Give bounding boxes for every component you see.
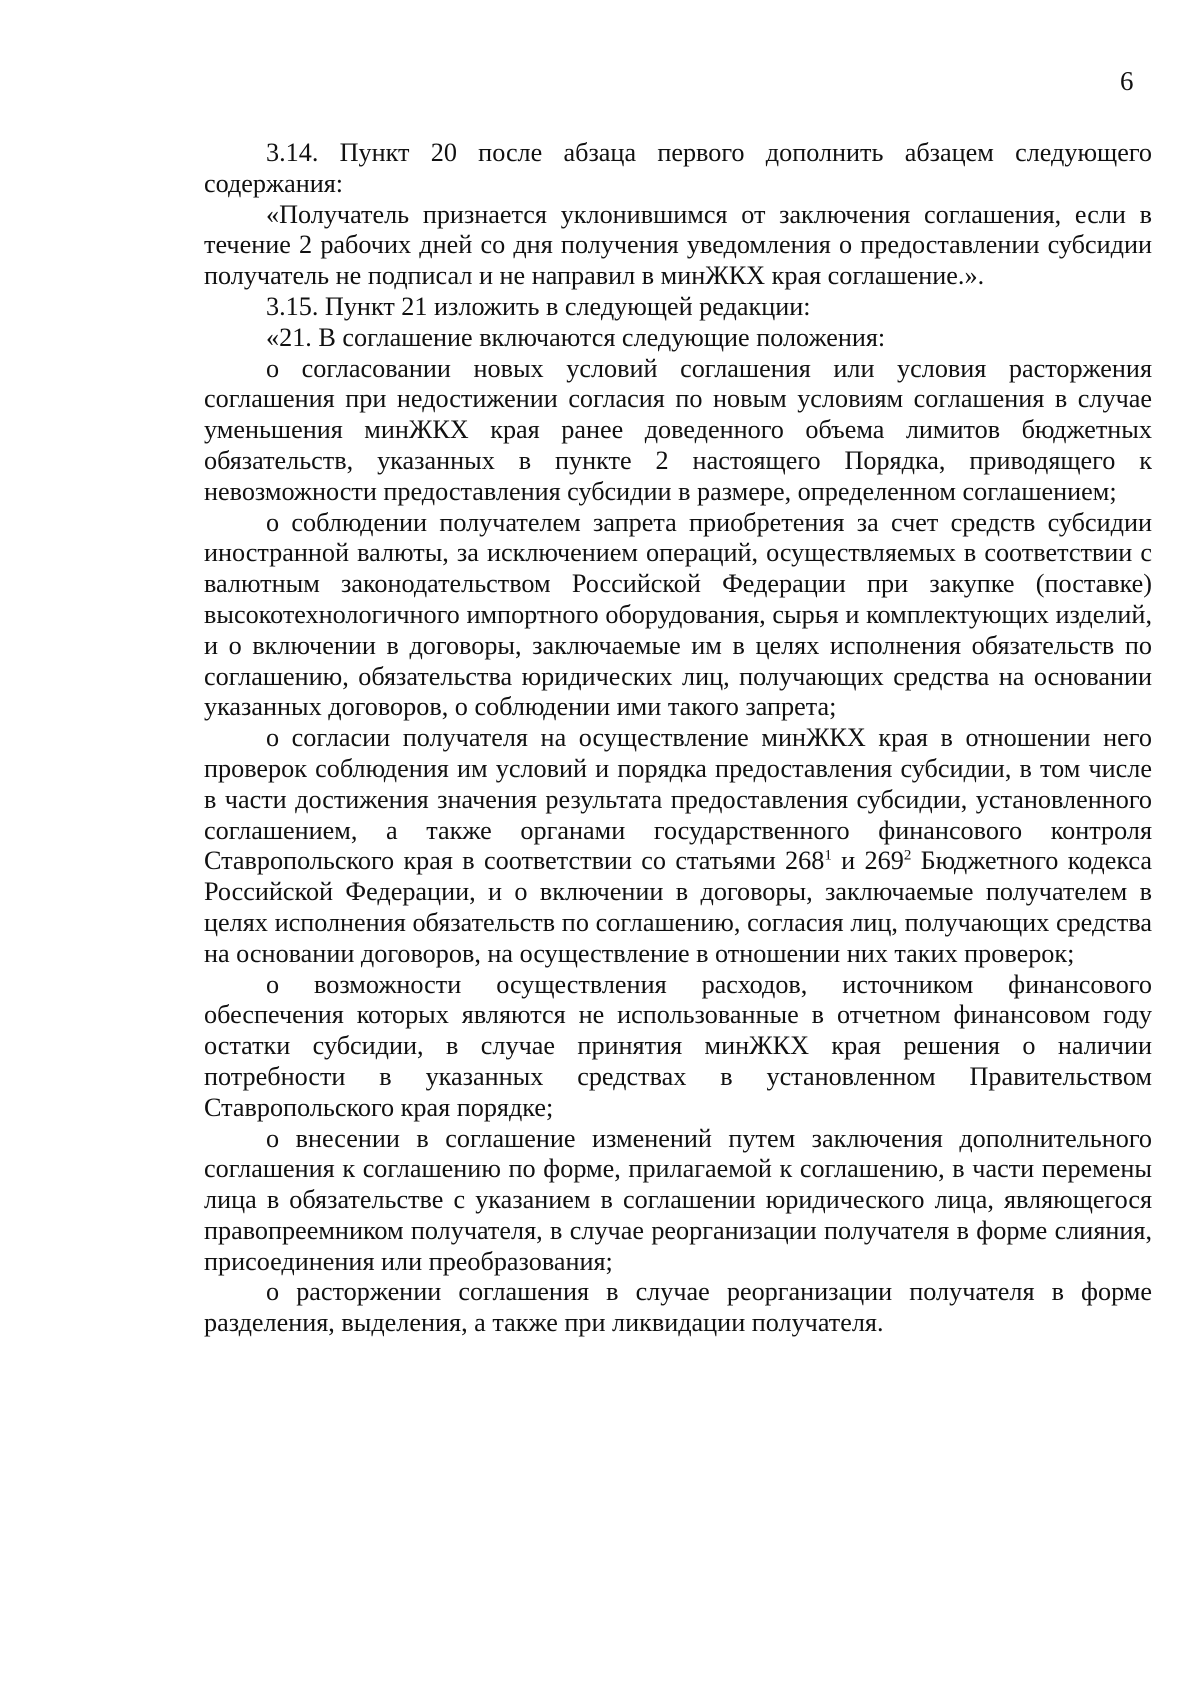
paragraph-new-conditions-agreement: о согласовании новых условий соглашения или условия расторжения соглашения при недостижении согласия по новым условиям соглашения в случае уменьшения минЖКХ края ранее доведенного объема лимитов бюджетных обязательств, указанных в пункте 2 настоящего Порядка, приводящего к невозможности предоставления субсидии в размере, определенном соглашением; [204,353,1152,506]
paragraph-21-intro: «21. В соглашение включаются следующие положения: [266,322,886,352]
paragraph-3-15-heading: 3.15. Пункт 21 изложить в следующей редакции: [266,291,811,321]
paragraph-amendments-reorganization: о внесении в соглашение изменений путем заключения дополнительного соглашения к соглашению по форме, прилагаемой к соглашению, в части перемены лица в обязательстве с указанием в соглашении юридического лица, являющегося правопреемником получателя, в случае реорганизации получателя в форме слияния, присоединения или преобразования; [204,1123,1152,1276]
consent-text-part-3: Бюджетного кодекса Российской Федерации, и о включении в договоры, заключаемые получателем в целях исполнения обязательств по соглашению, согласия лиц, получающих средства на основании договоров, на осуществление в отношении них таких проверок; [204,846,1153,968]
superscript-268: 1 [824,847,832,864]
paragraph-currency-ban: о соблюдении получателем запрета приобретения за счет средств субсидии иностранной валюты, за исключением операций, осуществляемых в соответствии с валютным законодательством Российской Федерации при закупке (поставке) высокотехнологичного импортного оборудования, сырья и комплектующих изделий, и о включении в договоры, заключаемые им в целях исполнения обязательств по соглашению, обязательства юридических лиц, получающих средства на основании указанных договоров, о соблюдении ими такого запрета; [204,507,1152,722]
consent-text-part-2: и 269 [831,846,904,876]
paragraph-3-14-heading: 3.14. Пункт 20 после абзаца первого дополнить абзацем следующего содержания: [204,138,1152,198]
page-number: 6 [1120,66,1134,96]
consent-text-part-1: о согласии получателя на осуществление минЖКХ края в отношении него проверок соблюдения им условий и порядка предоставления субсидии, в том числе в части достижения значения результата предоставления субсидии, установленного соглашением, а также органами государственного финансового контроля Ставропольского края в соответствии со статьями 268 [204,723,1152,876]
document-body [204,138,1152,1339]
paragraph-termination-on-reorganization: о расторжении соглашения в случае реорганизации получателя в форме разделения, выделения, а также при ликвидации получателя. [204,1277,1152,1338]
paragraph-recipient-evasion-clause: «Получатель признается уклонившимся от заключения соглашения, если в течение 2 рабочих дней со дня получения уведомления о предоставлении субсидии получатель не подписал и не направил в минЖКХ края соглашение.». [204,199,1152,291]
paragraph-unused-subsidy-balances: о возможности осуществления расходов, источником финансового обеспечения которых являются не использованные в отчетном финансовом году остатки субсидии, в случае принятия минЖКХ края решения о наличии потребности в указанных средствах в установленном Правительством Ставропольского края порядке; [204,969,1152,1122]
paragraph-consent-to-inspections [204,723,1152,969]
superscript-269: 2 [903,847,912,864]
